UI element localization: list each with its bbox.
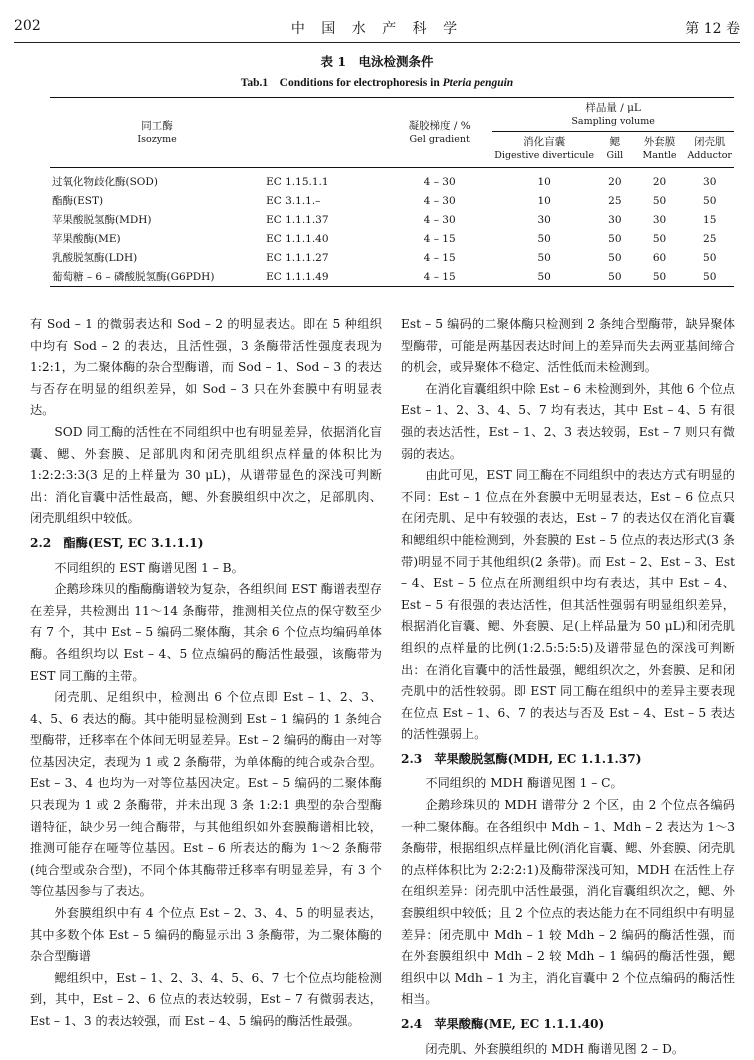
header-sample (492, 98, 734, 132)
gel-gradient-cell: 4 – 30 (423, 194, 456, 207)
enzyme-name-cell: 葡萄糖 – 6 – 磷酸脱氢酶(G6PDH) (50, 267, 264, 287)
header-tissue-digestive-en: Digestive diverticule (492, 149, 596, 168)
sample-volume-mantle-cell: 30 (652, 213, 667, 226)
sample-volume-gill-cell: 50 (608, 251, 622, 264)
body-paragraph: 有 Sod – 1 的微弱表达和 Sod – 2 的明显表达。即在 5 种组织中均有 Sod – 2 的表达，且活性强，3 条酶带活性强度表现为 1:2:1，为二聚体酶的杂合型酶谱，而 Sod – 1、Sod – 3 的表达与否存在明显的组织差异，如 Sod – 3 只在外套膜中有明显表达。 (30, 317, 382, 418)
table-row (50, 191, 734, 210)
header-ec-blank (264, 98, 387, 168)
sample-volume-digestive-cell: 50 (492, 267, 596, 287)
body-paragraph: 企鹅珍珠贝的 MDH 谱带分 2 个区，由 2 个位点各编码一种二聚体酶。在各组织中 Mdh – 1、Mdh – 2 表达为 1～3 条酶带，根据组织点样量比例(消化盲囊、鳃、外套膜、闭壳肌的点样体积比为 2:2:2:1)及酶带深浅可知，MDH 在活性上存在组织差异：闭壳肌中活性最强，消化盲囊组织次之，鳃、外套膜组织中较低；且 2 个位点的表达能力在不同组织中有明显差异：闭壳肌中 Mdh – 1 较 Mdh – 2 编码的酶活性强，而在外套膜组织中 Mdh – 2 较 Mdh – 1 编码的酶活性强，鳃组织中以 Mdh – 1 为主，消化盲囊中 2 个位点编码的酶活性相当。 (401, 798, 735, 1007)
sample-volume-adductor-cell: 30 (703, 175, 717, 188)
gel-gradient-cell: 4 – 15 (423, 251, 456, 264)
body-paragraph: 企鹅珍珠贝的酯酶酶谱较为复杂，各组织间 EST 酶谱表型存在差异，共检测出 11～14 条酶带，推测相关位点的保守数至少有 7 个，其中 Est – 5 编码二聚体酶，其余 6 个位点均编码单体酶。各组织均以 Est – 4、5 位点编码的酶活性最强，该酶带为 EST 同工酶的主带。 (30, 582, 382, 683)
header-rule (14, 42, 740, 43)
body-paragraph: Est – 5 编码的二聚体酶只检测到 2 条纯合型酶带，缺异聚体型酶带，可能是两基因表达时间上的差异而失去两亚基间缔合的机会，或异聚体不稳定、活性低而未检测到。 (401, 317, 735, 375)
ec-number-cell: EC 1.1.1.40 (266, 232, 329, 245)
header-isozyme-cn: 同工酶 (141, 119, 173, 132)
body-paragraph: 外套膜组织中有 4 个位点 Est – 2、3、4、5 的明显表达，其中多数个体 Est – 5 编码的酶显示出 3 条酶带，为二聚体酶的杂合型酶谱 (30, 906, 382, 964)
ec-number-cell: EC 1.1.1.27 (266, 251, 329, 264)
volume-label: 第 12 卷 (685, 21, 740, 37)
table-title-cn: 表 1 电泳检测条件 (320, 54, 434, 69)
table-header-row-1 (50, 98, 734, 132)
table-row (50, 248, 734, 267)
sample-volume-digestive-cell: 10 (537, 194, 551, 207)
gel-gradient-cell: 4 – 30 (423, 213, 456, 226)
right-text-column (401, 314, 735, 1060)
header-isozyme (50, 98, 264, 168)
body-paragraph: 闭壳肌、足组织中，检测出 6 个位点即 Est – 1、2、3、4、5、6 表达的酶。其中能明显检测到 Est – 1 编码的 1 条纯合型酶带，迁移率在个体间无明显差异。Est – 2 编码的酶由一对等位基因决定，表现为 1 或 2 条酶带，为单体酶的纯合或杂合型。Est – 3、4 也均为一对等位基因决定。Est – 5 编码的二聚体酶只表现为 1 或 2 条酶带，并未出现 3 条 1:2:1 典型的杂合型酶谱特征，缺少另一纯合酶带，与其他组织如外套膜酶谱相比较，推测可能存在哑等位基因。Est – 6 所表达的酶为 1～2 条酶带(纯合型或杂合型)，不同个体其酶带迁移率有明显差异，有 3 个等位基因参与了表达。 (30, 690, 382, 899)
ec-number-cell: EC 3.1.1.– (266, 194, 321, 207)
sample-volume-mantle-cell: 20 (652, 175, 667, 188)
section-heading: 2.3 苹果酸脱氢酶(MDH, EC 1.1.1.37) (401, 751, 642, 766)
ec-number-cell: EC 1.15.1.1 (266, 175, 329, 188)
table-title-en-prefix: Tab.1 Conditions for electrophoresis in (240, 77, 440, 89)
header-sample-cn: 样品量 / μL (585, 102, 641, 114)
header-sample-en: Sampling volume (571, 116, 655, 127)
header-tissue-adductor-cn: 闭壳肌 (693, 136, 726, 148)
section-heading: 2.4 苹果酸酶(ME, EC 1.1.1.40) (401, 1017, 605, 1031)
body-paragraph: 闭壳肌、外套膜组织的 MDH 酶谱见图 2 – D。 (425, 1041, 685, 1056)
table-row (50, 229, 734, 248)
header-tissue-mantle-en: Mantle (634, 149, 686, 168)
enzyme-name-cell: 酯酶(EST) (52, 194, 104, 207)
table-row (50, 267, 734, 287)
sample-volume-adductor-cell: 50 (685, 267, 734, 287)
table-row (50, 168, 734, 192)
sample-volume-digestive-cell: 30 (537, 213, 551, 226)
journal-title: 中 国 水 产 科 学 (290, 21, 464, 37)
ec-number-cell: EC 1.1.1.37 (266, 213, 329, 226)
enzyme-name-cell: 苹果酸酶(ME) (52, 232, 121, 245)
sample-volume-mantle-cell: 60 (652, 251, 667, 264)
sample-volume-gill-cell: 25 (608, 194, 622, 207)
gel-gradient-cell: 4 – 15 (423, 232, 456, 245)
header-tissue-gill-en: Gill (596, 149, 634, 168)
electrophoresis-conditions-table (50, 97, 734, 287)
table-title-en (0, 74, 754, 90)
page-number: 202 (14, 18, 41, 34)
sample-volume-gill-cell: 50 (608, 232, 622, 245)
body-paragraph: 在消化盲囊组织中除 Est – 6 未检测到外，其他 6 个位点 Est – 1、2、3、4、5、7 均有表达，其中 Est – 4、5 有很强的表达活性，Est – 1、2、3 表达较弱，Est – 7 则只有微弱的表达。 (401, 381, 735, 461)
body-paragraph: SOD 同工酶的活性在不同组织中也有明显差异，依据消化盲囊、鳃、外套膜、足部肌肉和闭壳肌组织点样量的体积比为 1:2:2:3:3(3 足的上样量为 30 μL)，从谱带显色的深浅可判断出：消化盲囊中活性最高，鳃、外套膜组织中次之，足部肌肉、闭壳肌组织中较低。 (30, 424, 382, 526)
sample-volume-adductor-cell: 50 (703, 194, 717, 207)
body-paragraph: 鳃组织中，Est – 1、2、3、4、5、6、7 七个位点均能检测到，其中，Est – 2、6 位点的表达较弱，Est – 7 有微弱表达，Est – 1、3 的表达较强，而 Est – 4、5 编码的酶活性最强。 (30, 970, 382, 1028)
sample-volume-mantle-cell: 50 (634, 267, 686, 287)
left-text-column (30, 314, 382, 1033)
body-paragraph: 不同组织的 EST 酶谱见图 1 – B。 (54, 560, 244, 575)
sample-volume-gill-cell: 30 (608, 213, 622, 226)
gel-gradient-cell: 4 – 15 (387, 267, 492, 287)
header-tissue-digestive-cn: 消化盲囊 (523, 136, 566, 148)
enzyme-name-cell: 乳酸脱氢酶(LDH) (52, 251, 138, 264)
running-header (14, 18, 740, 40)
sample-volume-gill-cell: 20 (608, 175, 622, 188)
body-paragraph: 不同组织的 MDH 酶谱见图 1 – C。 (425, 776, 623, 791)
enzyme-name-cell: 过氧化物歧化酶(SOD) (52, 175, 158, 188)
header-gel-cn: 凝胶梯度 / % (408, 119, 471, 132)
sample-volume-mantle-cell: 50 (652, 232, 667, 245)
gel-gradient-cell: 4 – 30 (423, 175, 456, 188)
sample-volume-mantle-cell: 50 (652, 194, 667, 207)
header-gel-en: Gel gradient (409, 133, 470, 145)
sample-volume-digestive-cell: 50 (537, 251, 551, 264)
header-isozyme-en: Isozyme (137, 133, 177, 145)
body-paragraph: 由此可见，EST 同工酶在不同组织中的表达方式有明显的不同：Est – 1 位点在外套膜中无明显表达，Est – 6 位点只在闭壳肌、足中有较强的表达，Est – 7 的表达仅在消化盲囊和鳃组织中能检测到，外套膜的 Est – 5 位点的表达形式(3 条带)明显不同于其他组织(2 条带)。而 Est – 2、Est – 3、Est – 4、Est – 5 位点在所测组织中均有表达，其中 Est – 4、Est – 5 有很强的表达活性，但其活性强弱有明显组织差异，根据消化盲囊、鳃、外套膜、足(上样品量为 50 μL)和闭壳肌组织的点样量的比例(1:2.5:5:5:5)及谱带显色的深浅可判断出：在消化盲囊中的活性最强，鳃组织次之，外套膜、足和闭壳肌中的活性较弱。即 EST 同工酶在组织中的差异主要表现在位点 Est – 1、6、7 的表达与否及 Est – 4、Est – 5 表达的活性强弱上。 (401, 468, 735, 742)
table-row (50, 210, 734, 229)
table-body (50, 168, 734, 287)
header-tissue-adductor-en: Adductor (685, 149, 734, 168)
sample-volume-gill-cell: 50 (596, 267, 634, 287)
ec-number-cell: EC 1.1.1.49 (264, 267, 387, 287)
sample-volume-adductor-cell: 50 (703, 251, 717, 264)
table-title-en-species: Pteria penguin (442, 77, 514, 89)
sample-volume-adductor-cell: 15 (703, 213, 717, 226)
header-gel (387, 98, 492, 168)
section-heading: 2.2 酯酶(EST, EC 3.1.1.1) (30, 535, 204, 550)
sample-volume-digestive-cell: 10 (537, 175, 551, 188)
header-tissue-gill-cn: 鳃 (609, 136, 621, 148)
sample-volume-adductor-cell: 25 (703, 232, 717, 245)
header-tissue-mantle-cn: 外套膜 (643, 136, 676, 148)
sample-volume-digestive-cell: 50 (537, 232, 551, 245)
enzyme-name-cell: 苹果酸脱氢酶(MDH) (52, 213, 152, 226)
